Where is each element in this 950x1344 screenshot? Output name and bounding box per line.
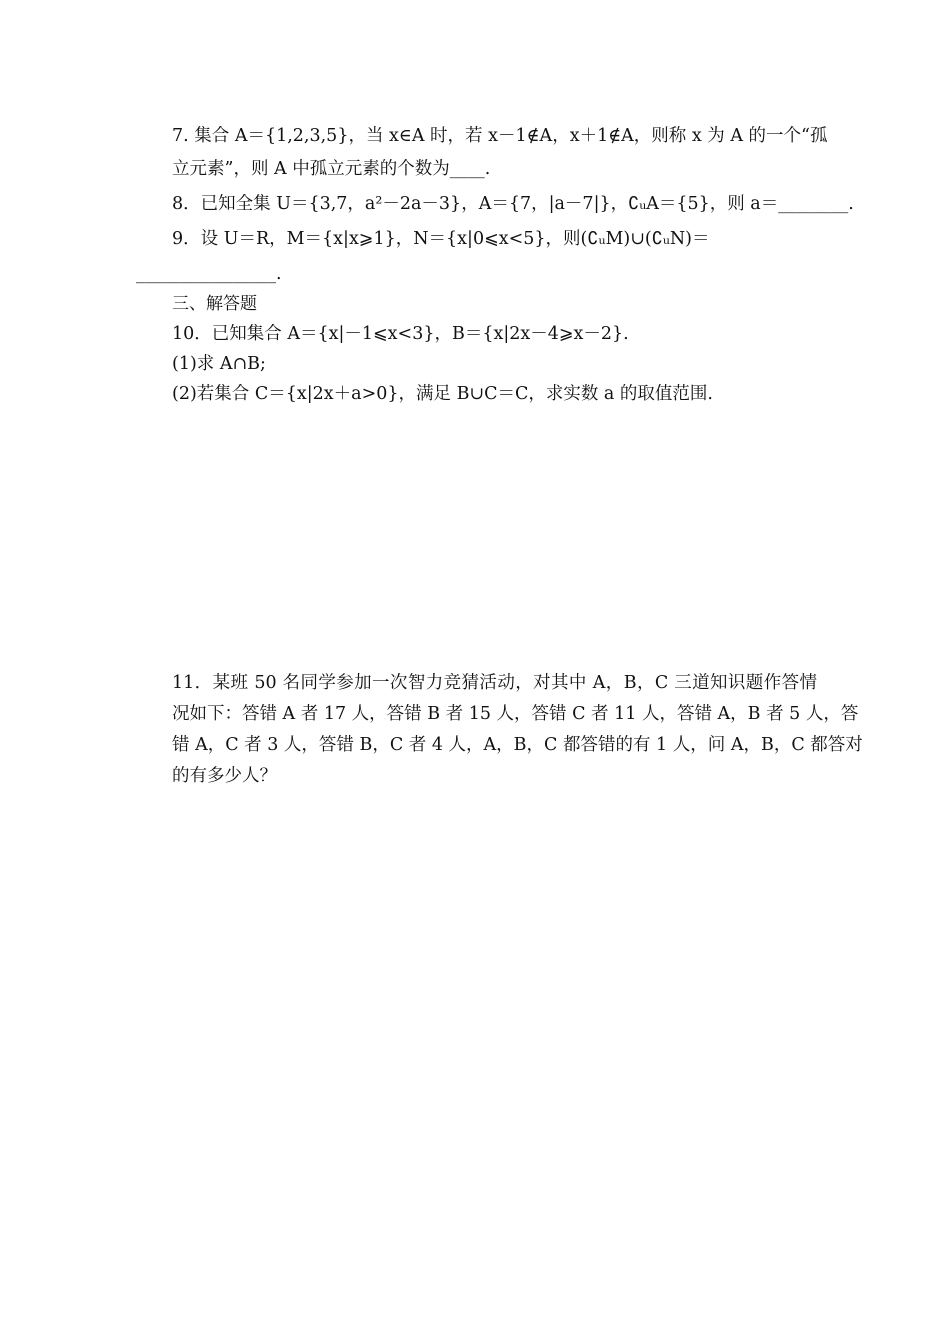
question-9-line-1: 9．设 U＝R，M＝{x|x⩾1}，N＝{x|0⩽x<5}，则(∁ᵤM)∪(∁ᵤN)＝	[172, 229, 710, 249]
question-11-line-1: 11．某班 50 名同学参加一次智力竞猜活动，对其中 A，B，C 三道知识题作答情	[172, 673, 817, 693]
question-10-part-1: (1)求 A∩B;	[172, 354, 266, 374]
question-11-line-3: 错 A，C 者 3 人，答错 B，C 者 4 人，A，B，C 都答错的有 1 人，问 A，B，C 都答对	[172, 735, 863, 755]
question-9-answer-blank: ________________.	[136, 264, 282, 284]
question-10-part-2: (2)若集合 C＝{x|2x＋a>0}，满足 B∪C＝C，求实数 a 的取值范围.	[172, 384, 713, 404]
question-11-line-4: 的有多少人？	[172, 766, 277, 786]
question-10-stem: 10．已知集合 A＝{x|－1⩽x<3}，B＝{x|2x－4⩾x－2}.	[172, 324, 629, 344]
question-7-line-1: 7. 集合 A＝{1,2,3,5}，当 x∈A 时，若 x－1∉A，x＋1∉A，则称 x 为 A 的一个“孤	[172, 126, 828, 146]
question-7-line-2: 立元素”，则 A 中孤立元素的个数为____.	[172, 159, 491, 179]
question-11-line-2: 况如下：答错 A 者 17 人，答错 B 者 15 人，答错 C 者 11 人，答错 A，B 者 5 人，答	[172, 704, 859, 724]
section-heading: 三、解答题	[172, 294, 257, 314]
question-8-line-1: 8．已知全集 U＝{3,7，a²－2a－3}，A＝{7，|a－7|}，∁ᵤA＝{5}，则 a＝________.	[172, 194, 854, 214]
